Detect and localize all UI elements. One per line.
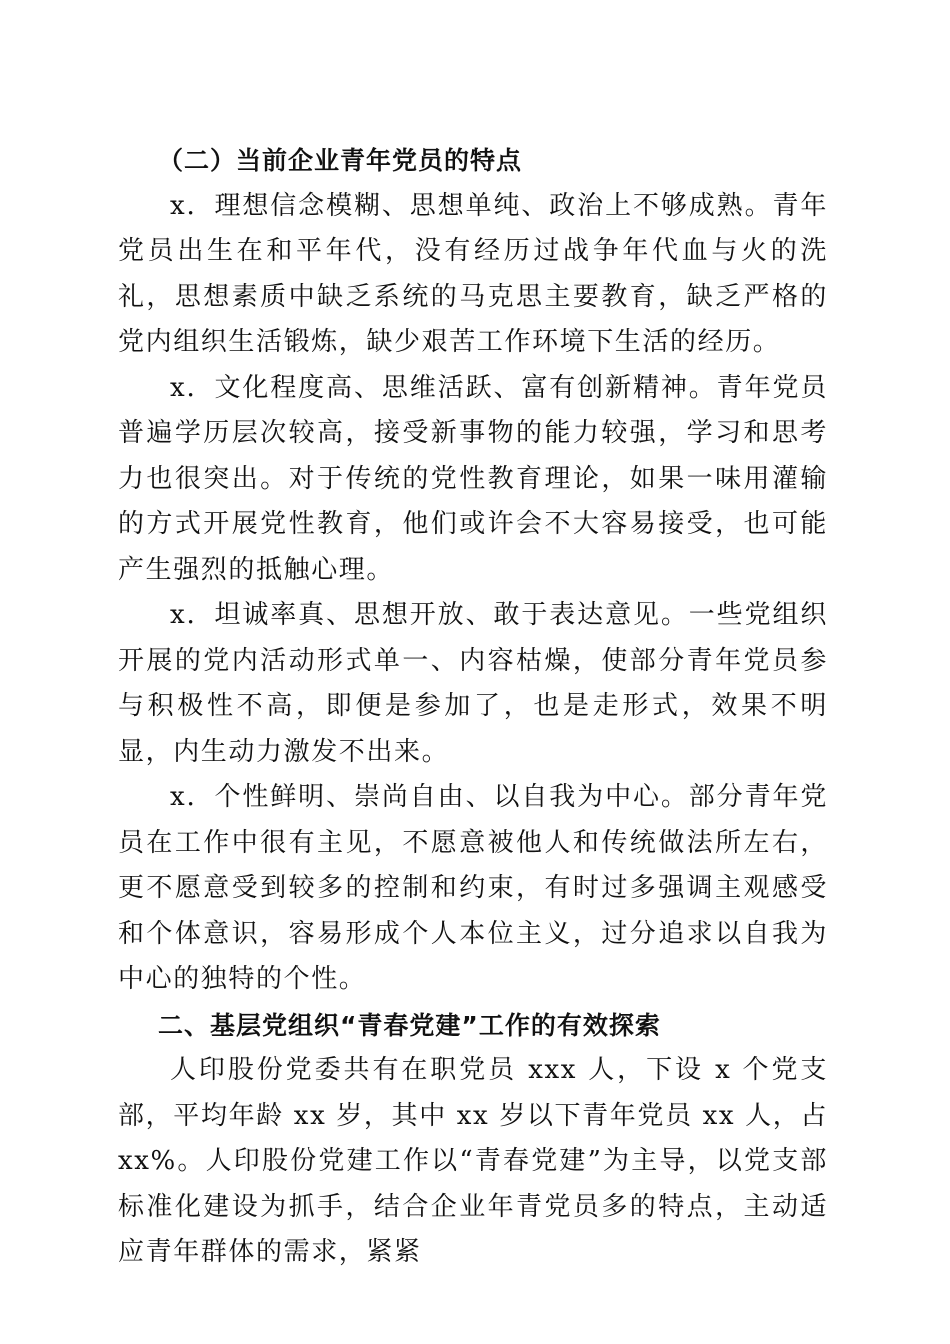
point-paragraph: x．理想信念模糊、思想单纯、政治上不够成熟。青年党员出生在和平年代，没有经历过战争年代血与火的洗礼，思想素质中缺乏系统的马克思主要教育，缺乏严格的党内组织生活锻炼，缺少艰苦工作环境下生活的经历。 [118,190,828,357]
subheading: （二）当前企业青年党员的特点 [158,146,523,175]
point-paragraph: x．文化程度高、思维活跃、富有创新精神。青年党员普遍学历层次较高，接受新事物的能力较强，学习和思考力也很突出。对于传统的党性教育理论，如果一味用灌输的方式开展党性教育，他们或许会不大容易接受，也可能产生强烈的抵触心理。 [118,372,828,585]
point-paragraph: x．坦诚率真、思想开放、敢于表达意见。一些党组织开展的党内活动形式单一、内容枯燥，使部分青年党员参与积极性不高，即便是参加了，也是走形式，效果不明显，内生动力激发不出来。 [118,600,828,767]
section-heading: 二、基层党组织“青春党建”工作的有效探索 [158,1010,661,1040]
document-body [118,138,828,1276]
point-paragraph: x．个性鲜明、崇尚自由、以自我为中心。部分青年党员在工作中很有主见，不愿意被他人和传统做法所左右，更不愿意受到较多的控制和约束，有时过多强调主观感受和个体意识，容易形成个人本位主义，过分追求以自我为中心的独特的个性。 [118,782,828,994]
section-paragraph: 人印股份党委共有在职党员 xxx 人，下设 x 个党支部，平均年龄 xx 岁，其中 xx 岁以下青年党员 xx 人，占 xx%。人印股份党建工作以“青春党建”为主导，以党支部标准化建设为抓手，结合企业年青党员多的特点，主动适应青年群体的需求，紧紧 [118,1055,828,1267]
